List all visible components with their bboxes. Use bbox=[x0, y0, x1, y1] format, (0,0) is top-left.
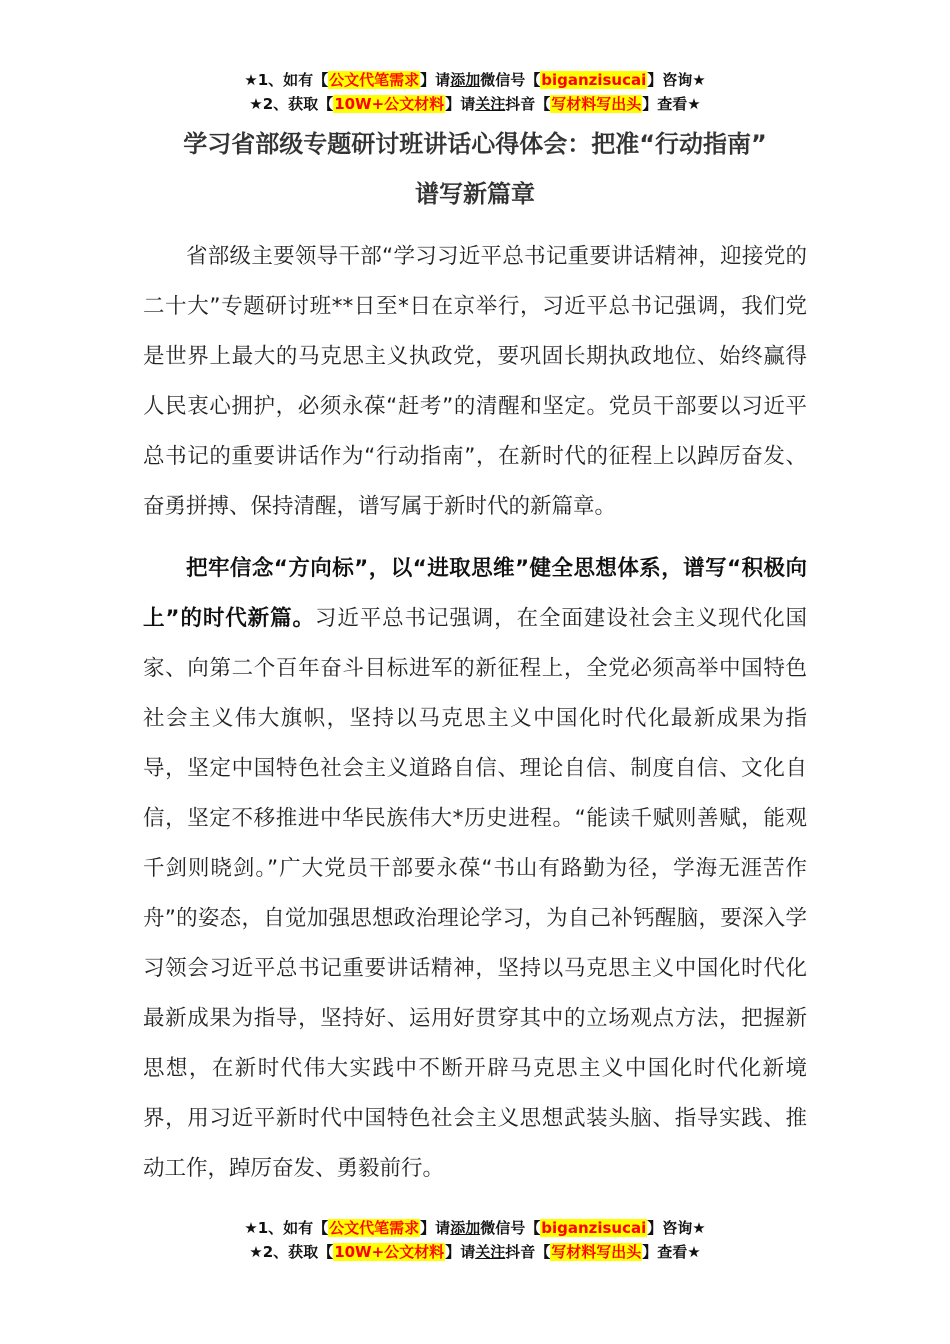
underlined-text: 关注 bbox=[475, 1243, 506, 1261]
banner-text: ★1、如有【 bbox=[244, 71, 329, 89]
banner-text: 】请 bbox=[420, 1219, 451, 1237]
highlight-service: 公文代笔需求 bbox=[329, 1219, 420, 1237]
banner-text: 微信号【 bbox=[480, 71, 541, 89]
highlight-wechat-id: biganzisucai bbox=[541, 71, 647, 89]
banner-line-2 bbox=[0, 1240, 950, 1264]
banner-text: 抖音【 bbox=[505, 95, 551, 113]
underlined-text: 添加 bbox=[450, 1219, 481, 1237]
highlight-materials: 10W+公文材料 bbox=[334, 95, 445, 113]
banner-text: 】查看★ bbox=[642, 95, 701, 113]
highlight-materials: 10W+公文材料 bbox=[334, 1243, 445, 1261]
banner-text: 】查看★ bbox=[642, 1243, 701, 1261]
banner-line-1 bbox=[0, 1216, 950, 1240]
highlight-wechat-id: biganzisucai bbox=[541, 1219, 647, 1237]
banner-line-1 bbox=[0, 68, 950, 92]
banner-text: 】请 bbox=[420, 71, 451, 89]
banner-text: 】咨询★ bbox=[647, 71, 706, 89]
highlight-service: 公文代笔需求 bbox=[329, 71, 420, 89]
underlined-text: 关注 bbox=[475, 95, 506, 113]
banner-text: ★2、获取【 bbox=[249, 95, 334, 113]
highlight-douyin-account: 写材料写出头 bbox=[551, 1243, 642, 1261]
section-heading: 把牢信念“方向标”，以“进取思维”健全思想体系，谱写“积极向上”的时代新篇。 bbox=[143, 556, 807, 631]
banner-text: 抖音【 bbox=[505, 1243, 551, 1261]
banner-text: 微信号【 bbox=[480, 1219, 541, 1237]
banner-text: ★1、如有【 bbox=[244, 1219, 329, 1237]
paragraph-section-1 bbox=[143, 544, 807, 1194]
paragraph-intro: 省部级主要领导干部“学习习近平总书记重要讲话精神，迎接党的二十大”专题研讨班**日至*日在京举行，习近平总书记强调，我们党是世界上最大的马克思主义执政党，要巩固长期执政地位、始终赢得人民衷心拥护，必须永葆“赶考”的清醒和坚定。党员干部要以习近平总书记的重要讲话作为“行动指南”，在新时代的征程上以踔厉奋发、奋勇拼搏、保持清醒，谱写属于新时代的新篇章。 bbox=[143, 244, 807, 519]
header-banner bbox=[0, 68, 950, 116]
banner-text: 】请 bbox=[445, 1243, 476, 1261]
footer-banner bbox=[0, 1216, 950, 1264]
document-title-line-2: 谱写新篇章 bbox=[415, 180, 535, 208]
underlined-text: 添加 bbox=[450, 71, 481, 89]
banner-text: ★2、获取【 bbox=[249, 1243, 334, 1261]
banner-text: 】请 bbox=[445, 95, 476, 113]
highlight-douyin-account: 写材料写出头 bbox=[551, 95, 642, 113]
banner-text: 】咨询★ bbox=[647, 1219, 706, 1237]
document-body bbox=[143, 232, 807, 1194]
banner-line-2 bbox=[0, 92, 950, 116]
section-body: 习近平总书记强调，在全面建设社会主义现代化国家、向第二个百年奋斗目标进军的新征程上，全党必须高举中国特色社会主义伟大旗帜，坚持以马克思主义中国化时代化最新成果为指导，坚定中国特色社会主义道路自信、理论自信、制度自信、文化自信，坚定不移推进中华民族伟大*历史进程。“能读千赋则善赋，能观千剑则晓剑。”广大党员干部要永葆“书山有路勤为径，学海无涯苦作舟”的姿态，自觉加强思想政治理论学习，为自己补钙醒脑，要深入学习领会习近平总书记重要讲话精神，坚持以马克思主义中国化时代化最新成果为指导，坚持好、运用好贯穿其中的立场观点方法，把握新思想，在新时代伟大实践中不断开辟马克思主义中国化时代化新境界，用习近平新时代中国特色社会主义思想武装头脑、指导实践、推动工作，踔厉奋发、勇毅前行。 bbox=[143, 606, 807, 1181]
document-title-line-1: 学习省部级专题研讨班讲话心得体会：把准“行动指南” bbox=[183, 130, 767, 158]
